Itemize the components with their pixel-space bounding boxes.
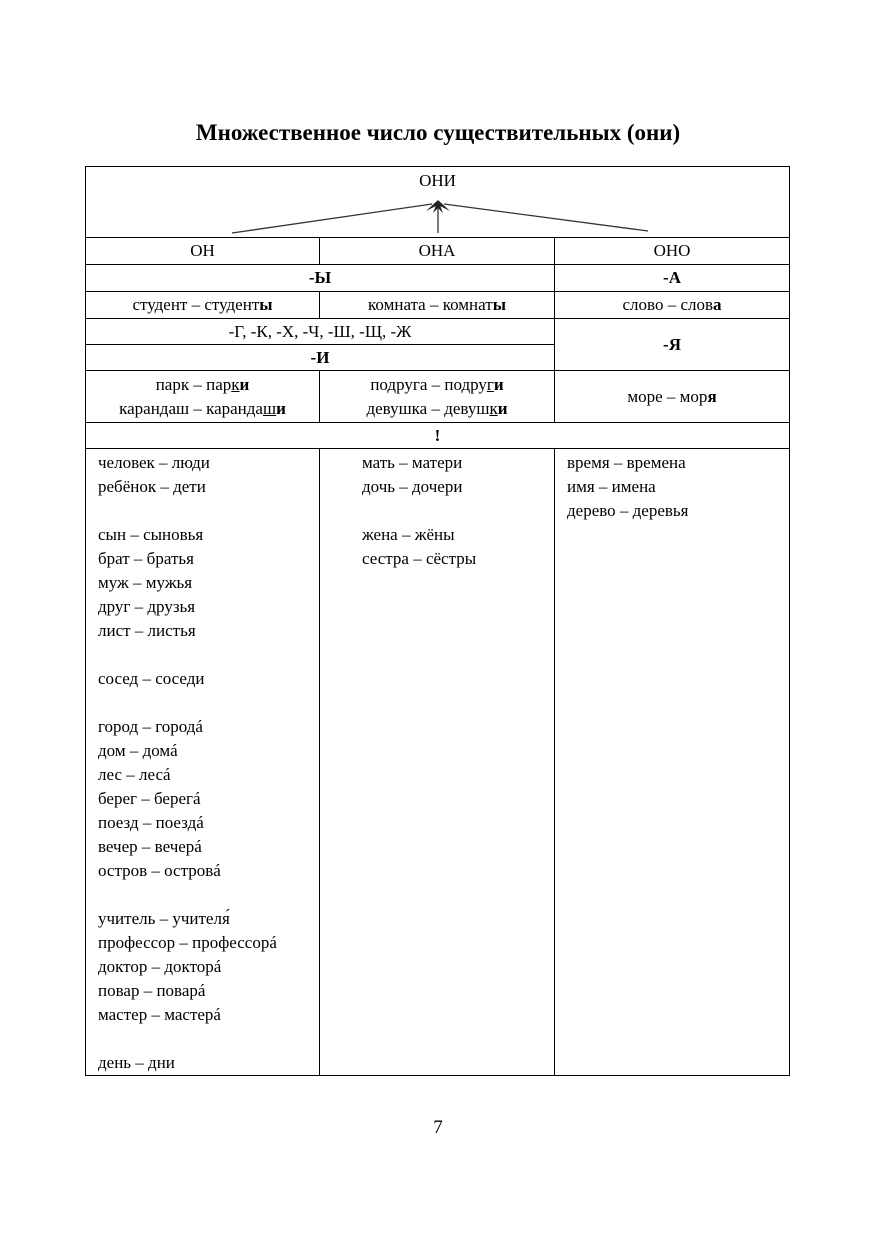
exception-item: сосед – соседи	[98, 669, 205, 688]
exception-item: человек – люди	[98, 453, 210, 472]
example-slovo: слово – слова	[555, 292, 790, 319]
exception-item: город – городá	[98, 717, 203, 736]
on-header: ОН	[86, 238, 320, 265]
ona-header: ОНА	[320, 238, 555, 265]
exception-item: ребёнок – дети	[98, 477, 206, 496]
exceptions-on	[86, 449, 320, 1076]
exception-item: повар – поварá	[98, 981, 206, 1000]
arrow-from-on	[232, 204, 432, 233]
example-komnata: комната – комнаты	[320, 292, 555, 319]
ending-y: -Ы	[86, 265, 555, 292]
list-gap	[98, 499, 319, 523]
oni-header-cell	[86, 167, 790, 238]
example-podruga: подруга – подруги	[370, 374, 504, 394]
list-gap	[98, 883, 319, 907]
exception-item: вечер – вечерá	[98, 837, 202, 856]
exception-item: дочь – дочери	[362, 477, 463, 496]
list-gap	[98, 643, 319, 667]
example-park: парк – парки	[155, 374, 250, 394]
exception-item: имя – имена	[567, 477, 656, 496]
exception-item: поезд – поездá	[98, 813, 204, 832]
list-gap	[98, 1027, 319, 1051]
exception-item: дом – домá	[98, 741, 178, 760]
exception-item: время – времена	[567, 453, 686, 472]
exception-item: муж – мужья	[98, 573, 193, 592]
exception-item: брат – братья	[98, 549, 194, 568]
exception-item: сын – сыновья	[98, 525, 204, 544]
consonant-rule: -Г, -К, -Х, -Ч, -Ш, -Щ, -Ж	[86, 319, 555, 345]
arrow-from-ono	[444, 204, 648, 231]
exception-item: лес – лесá	[98, 765, 171, 784]
exception-item: сестра – сёстры	[362, 549, 477, 568]
exception-item: берег – берегá	[98, 789, 201, 808]
plural-table	[85, 166, 790, 1076]
page-title: Множественное число существительных (они)	[195, 120, 681, 145]
list-gap	[362, 499, 554, 523]
exception-item: день – дни	[98, 1053, 175, 1072]
arrows-diagram	[86, 167, 790, 237]
exception-item: дерево – деревья	[567, 501, 689, 520]
exception-item: друг – друзья	[98, 597, 196, 616]
example-podruga-devushka	[320, 371, 555, 423]
list-gap	[98, 691, 319, 715]
exception-item: лист – листья	[98, 621, 196, 640]
exception-item: учитель – учителя́	[98, 909, 230, 928]
exception-item: доктор – докторá	[98, 957, 222, 976]
exception-item: остров – островá	[98, 861, 221, 880]
oni-label: ОНИ	[419, 171, 456, 190]
exception-item: профессор – профессорá	[98, 933, 277, 952]
exception-item: мать – матери	[362, 453, 463, 472]
exception-item: мастер – мастерá	[98, 1005, 221, 1024]
ending-ya: -Я	[555, 319, 790, 371]
ending-i: -И	[86, 345, 555, 371]
exception-item: жена – жёны	[362, 525, 455, 544]
example-devushka: девушка – девушки	[366, 398, 508, 418]
ending-a: -А	[555, 265, 790, 292]
exceptions-ona	[320, 449, 555, 1076]
ono-header: ОНО	[555, 238, 790, 265]
example-karandash: карандаш – карандаши	[119, 398, 286, 418]
example-park-karandash	[86, 371, 320, 423]
example-student: студент – студенты	[86, 292, 320, 319]
exception-mark: !	[86, 423, 790, 449]
exceptions-ono	[555, 449, 790, 1076]
page-number: 7	[433, 1117, 443, 1138]
example-more: море – моря	[555, 371, 790, 423]
